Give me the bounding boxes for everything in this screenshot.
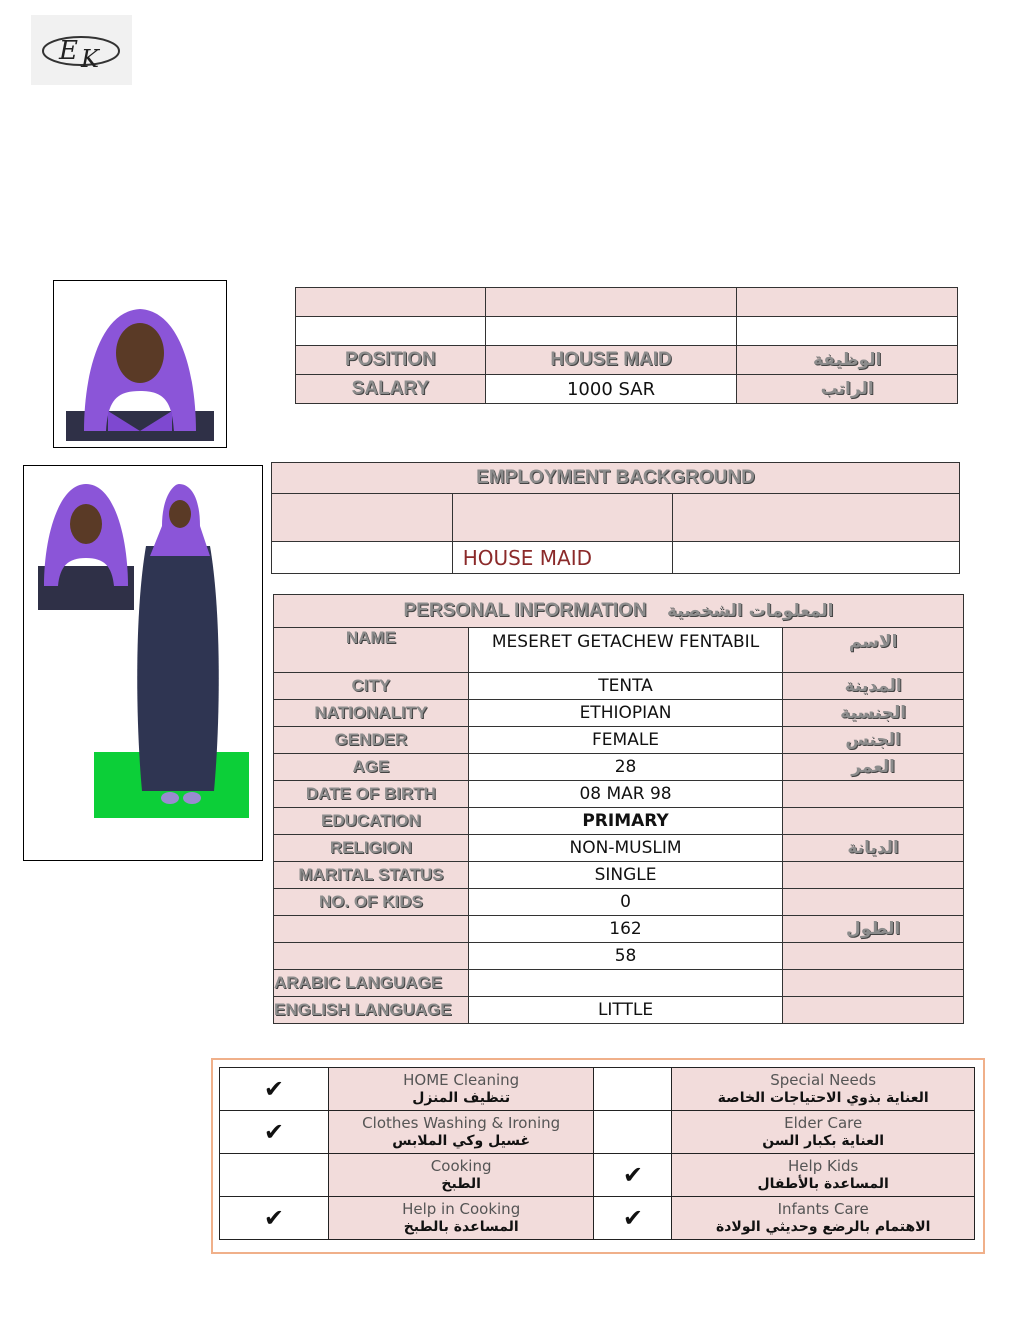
position-value: HOUSE MAID (485, 346, 737, 375)
skill-label: Special Needs (770, 1071, 877, 1089)
field-label-ar (783, 943, 964, 970)
personal-info-row (274, 862, 964, 889)
field-label: MARITAL STATUS (274, 862, 469, 889)
skills-table (219, 1067, 975, 1240)
skill-label-ar: المساعدة بالطبخ (403, 1219, 519, 1235)
personal-info-row (274, 970, 964, 997)
skill-row (220, 1111, 975, 1154)
field-value: NON-MUSLIM (468, 835, 782, 862)
empty-cell (737, 317, 958, 346)
empty-cell (737, 288, 958, 317)
skill-label: Elder Care (784, 1114, 863, 1132)
check-icon: ✔ (622, 1204, 643, 1232)
personal-info-title-ar: المعلومات الشخصية (667, 601, 834, 621)
skill-checkbox[interactable] (220, 1068, 329, 1111)
employment-table (271, 462, 960, 574)
skill-label-ar: العناية بكبار السن (762, 1133, 885, 1149)
check-icon: ✔ (263, 1075, 284, 1103)
field-value: SINGLE (468, 862, 782, 889)
empty-cell (296, 317, 486, 346)
skill-cell (328, 1154, 594, 1197)
salary-label-ar: الراتب (737, 375, 958, 404)
check-icon: ✔ (263, 1204, 284, 1232)
check-icon: ✔ (263, 1118, 284, 1146)
field-value: 58 (468, 943, 782, 970)
field-value: TENTA (468, 673, 782, 700)
field-label: NAME (274, 628, 469, 673)
skill-label-ar: الطبخ (441, 1176, 481, 1192)
field-label-ar (783, 862, 964, 889)
svg-text:E: E (59, 36, 78, 66)
field-label-ar: العمر (783, 754, 964, 781)
check-icon: ✔ (622, 1161, 643, 1189)
skill-cell (328, 1111, 594, 1154)
employment-title: EMPLOYMENT BACKGROUND (272, 463, 960, 494)
personal-info-row (274, 781, 964, 808)
skill-cell (672, 1111, 975, 1154)
personal-info-table (273, 594, 964, 1024)
field-label: NO. OF KIDS (274, 889, 469, 916)
personal-info-row (274, 628, 964, 673)
skill-cell (672, 1068, 975, 1111)
field-label-ar: المدينة (783, 673, 964, 700)
skill-label: Infants Care (777, 1200, 869, 1218)
empty-cell (673, 542, 960, 574)
field-label: CITY (274, 673, 469, 700)
field-label: EDUCATION (274, 808, 469, 835)
field-value: 08 MAR 98 (468, 781, 782, 808)
position-label: POSITION (296, 346, 486, 375)
empty-cell (296, 288, 486, 317)
portrait-photo (53, 280, 227, 448)
field-value (468, 970, 782, 997)
field-label-ar (783, 997, 964, 1024)
field-label (274, 943, 469, 970)
field-label-ar (783, 970, 964, 997)
personal-info-row (274, 916, 964, 943)
skill-label-ar: الاهتمام بالرضع وحديثي الولادة (715, 1219, 931, 1235)
field-value: 28 (468, 754, 782, 781)
field-value: PRIMARY (468, 808, 782, 835)
field-value: ETHIOPIAN (468, 700, 782, 727)
skills-panel (211, 1058, 985, 1254)
skill-row (220, 1068, 975, 1111)
field-label: GENDER (274, 727, 469, 754)
skill-label: Cooking (430, 1157, 492, 1175)
salary-value: 1000 SAR (485, 375, 737, 404)
field-label-ar: الاسم (783, 628, 964, 673)
field-label (274, 916, 469, 943)
company-logo (31, 15, 132, 85)
personal-info-row (274, 700, 964, 727)
field-value: 162 (468, 916, 782, 943)
empty-cell (673, 494, 960, 542)
skill-label: Help in Cooking (402, 1200, 521, 1218)
skill-checkbox[interactable] (220, 1154, 329, 1197)
personal-info-row (274, 727, 964, 754)
employment-value: HOUSE MAID (452, 542, 673, 574)
field-label: DATE OF BIRTH (274, 781, 469, 808)
skill-cell (328, 1068, 594, 1111)
skill-label: Help Kids (788, 1157, 859, 1175)
skill-label-ar: تنظيف المنزل (412, 1090, 511, 1106)
empty-cell (485, 317, 737, 346)
skill-cell (672, 1154, 975, 1197)
personal-info-row (274, 997, 964, 1024)
empty-cell (272, 494, 453, 542)
personal-info-row (274, 673, 964, 700)
field-label: AGE (274, 754, 469, 781)
personal-info-row (274, 808, 964, 835)
skill-row (220, 1154, 975, 1197)
field-label-ar: الجنسية (783, 700, 964, 727)
empty-cell (452, 494, 673, 542)
personal-info-header (274, 595, 964, 628)
skill-label-ar: المساعدة بالأطفال (757, 1176, 889, 1192)
skill-checkbox[interactable] (220, 1111, 329, 1154)
skill-checkbox[interactable] (594, 1154, 672, 1197)
personal-info-row (274, 835, 964, 862)
field-label-ar: الجنس (783, 727, 964, 754)
field-value: FEMALE (468, 727, 782, 754)
position-table (295, 287, 958, 404)
skill-label-ar: العناية بذوي الاحتياجات الخاصة (717, 1090, 929, 1106)
svg-text:K: K (81, 45, 99, 73)
personal-info-row (274, 754, 964, 781)
personal-info-row (274, 943, 964, 970)
skill-label: HOME Cleaning (403, 1071, 520, 1089)
skill-cell (328, 1197, 594, 1240)
salary-label: SALARY (296, 375, 486, 404)
field-label: ENGLISH LANGUAGE (274, 997, 469, 1024)
field-value: LITTLE (468, 997, 782, 1024)
field-label: ARABIC LANGUAGE (274, 970, 469, 997)
field-label-ar: الطول (783, 916, 964, 943)
field-label: RELIGION (274, 835, 469, 862)
field-label-ar (783, 889, 964, 916)
skill-checkbox[interactable] (594, 1068, 672, 1111)
skill-row (220, 1197, 975, 1240)
skill-label-ar: غسيل وكي الملابس (392, 1133, 531, 1149)
position-label-ar: الوظيفة (737, 346, 958, 375)
field-label-ar (783, 781, 964, 808)
full-body-photo (23, 465, 263, 861)
skill-checkbox[interactable] (594, 1197, 672, 1240)
field-value: 0 (468, 889, 782, 916)
skill-checkbox[interactable] (594, 1111, 672, 1154)
empty-cell (272, 542, 453, 574)
personal-info-title: PERSONAL INFORMATION (403, 600, 647, 621)
skill-cell (672, 1197, 975, 1240)
field-label: NATIONALITY (274, 700, 469, 727)
skill-label: Clothes Washing & Ironing (362, 1114, 561, 1132)
field-label-ar: الديانة (783, 835, 964, 862)
field-label-ar (783, 808, 964, 835)
skill-checkbox[interactable] (220, 1197, 329, 1240)
empty-cell (485, 288, 737, 317)
personal-info-row (274, 889, 964, 916)
field-value: MESERET GETACHEW FENTABIL (468, 628, 782, 673)
